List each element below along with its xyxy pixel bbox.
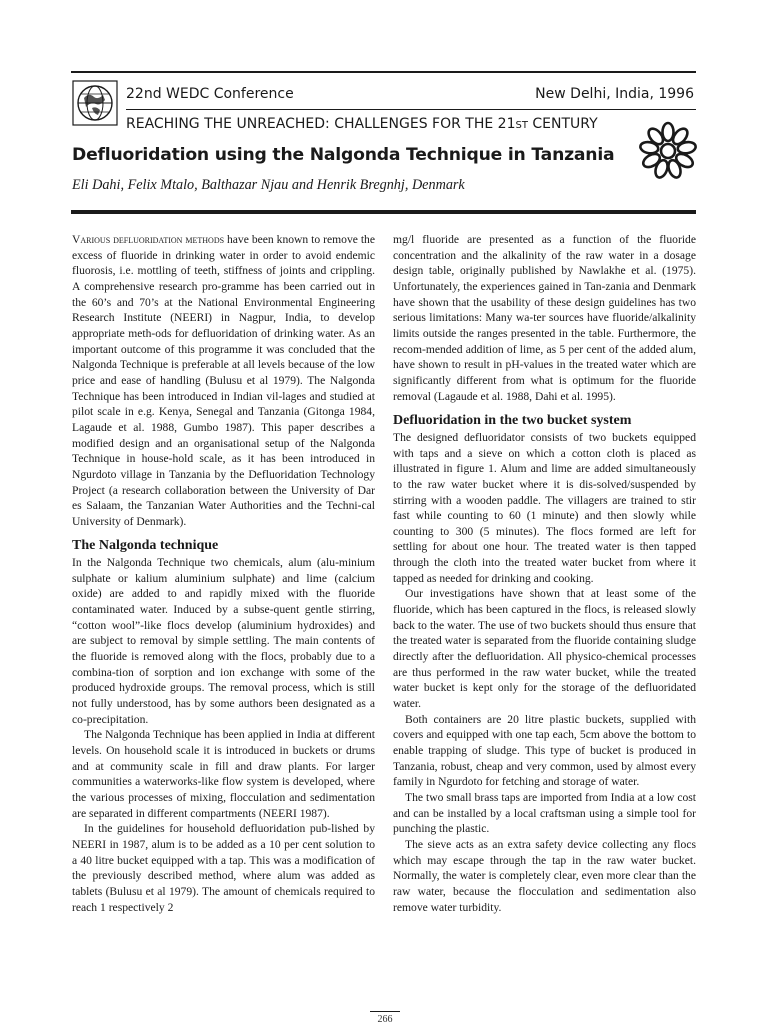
intro-lead-in: Various defluoridation methods xyxy=(72,233,225,246)
right-column xyxy=(393,232,696,915)
paragraph: The Nalgonda Technique has been applied in India at different levels. On household scale it is introduced in buckets or drums and at community scale in fill and draw plants. For larger communities a waterworks-like flow system is developed, where the various processes of mixing, flocculation and sedimentation are separated in different compartments (NEERI 1987). xyxy=(72,728,375,820)
conference-name: 22nd WEDC Conference xyxy=(126,86,294,102)
paper-title: Defluoridation using the Nalgonda Technique in Tanzania xyxy=(72,145,615,165)
top-rule xyxy=(71,71,696,73)
section-heading-two-bucket: Defluoridation in the two bucket system xyxy=(393,413,632,429)
theme-superscript: ST xyxy=(515,120,528,131)
title-bottom-rule xyxy=(71,210,696,214)
paragraph: The designed defluoridator consists of two buckets equipped with taps and a sieve on which a cotton cloth is placed as illustrated in figure 1. Alum and lime are added simultaneously to the raw water bucket where it is dis-solved/suspended by stirring with a wooden paddle. The villagers are trained to stir fast while counting to 60 (1 minute) and then slowly while counting to 300 (5 minutes). The flocs formed are left for settling for about one hour. The treated water is then tapped through the cloth into the treated water bucket from where it tapped as needed for drinking and cooking. xyxy=(393,430,696,585)
conference-theme xyxy=(126,116,598,132)
conference-theme-main: REACHING THE UNREACHED: CHALLENGES FOR THE 21 xyxy=(126,116,516,132)
flower-rosette-logo-icon xyxy=(636,119,700,183)
footer-rule xyxy=(370,1011,400,1012)
intro-paragraph xyxy=(72,232,375,529)
conference-location: New Delhi, India, 1996 xyxy=(535,86,694,102)
paragraph: mg/l fluoride are presented as a function of the fluoride concentration and the alkalinity of the raw water in a dosage design table, originally published by Nawlakhe et al. (1975). Unfortunately, the experiences gained in Tan-zania and Denmark have shown that the usability of these design guidelines has two serious limitations: Many wa-ter sources have fluoride/alkalinity limits outside the ranges presented in the table. Furthermore, the recom-mended addition of lime, as 5 per cent of the added alum, have shown to result in pH-values in the treated water which are significantly different from what is optimum for the fluoride removal (Lagaude et al. 1988, Dahi et al. 1995). xyxy=(393,233,696,403)
paragraph: In the guidelines for household defluoridation pub-lished by NEERI in 1987, alum is to be added as a 10 per cent solution to a 40 litre bucket equipped with a tap. This was a modification of the previously described method, where alum was added as tablets (Bulusu et al 1979). The amount of chemicals required to reach 1 respectively 2 xyxy=(72,822,375,914)
paper-authors: Eli Dahi, Felix Mtalo, Balthazar Njau and Henrik Bregnhj, Denmark xyxy=(72,177,465,193)
page-number: 266 xyxy=(377,1014,393,1025)
intro-text: have been known to remove the excess of fluoride in drinking water in order to avoid endemic fluorosis, i.e. mottling of teeth, stiffness of joints and crippling. A comprehensive research pro-gramme has been carried out in the 60’s and 70’s at the National Environmental Engineering Research Institute (NEERI) in Nagpur, India, to develop appropriate meth-ods for defluoridation of drinking water. As an important outcome of this programme it was concluded that the Nalgonda Technique is preferable at all levels because of the low price and ease of handling (Bulusu et al 1979). The Nalgonda Technique has been introduced in Indian vil-lages and studied at pilot scale in e.g. Kenya, Senegal and Tanzania (Gitonga 1984, Lagaude et al. 1988, Gumbo 1987). This paper describes a modified design and an organisational setup of the Nalgonda Technique in house-hold scale, as it has been introduced in Ngurdoto village in Tanzania by the Defluoridation Technology Project (a research collaboration between the University of Dar es Salaam, the Tanzanian Water Authorities and the Techni-cal University of Denmark). xyxy=(72,233,375,528)
header-divider xyxy=(126,109,696,110)
wedc-globe-logo-icon xyxy=(72,80,118,126)
conference-theme-end: CENTURY xyxy=(527,116,598,132)
paragraph: Both containers are 20 litre plastic buckets, supplied with covers and equipped with one tap each, 5cm above the bottom to enable trapping of sludge. This type of bucket is produced in Tanzania, robust, cheap and very common, used by almost every family in Ngurdoto for fetching and storage of water. xyxy=(393,712,696,789)
left-column xyxy=(72,232,375,915)
paragraph: Our investigations have shown that at least some of the fluoride, which has been captured in the flocs, is released slowly back to the water. The use of two buckets should thus ensure that the treated water is separated from the fluoride containing sludge directly after the defluoridation. All physico-chemical processes are thus performed in the raw water bucket, while the treated water bucket is kept only for the storage of the defluoridated water. xyxy=(393,587,696,711)
paragraph: In the Nalgonda Technique two chemicals, alum (alu-minium sulphate or kalium aluminium sulphate) and lime (calcium oxide) are added to and rapidly mixed with the fluoride contaminated water. Induced by a subse-quent gentle stirring, “cotton wool”-like flocs develop (aluminium hydroxides) and are subject to removal by simple settling. The main contents of the fluoride is removed along with the flocs, probably due to a combina-tion of sorption and ion exchange with some of the produced hydroxide groups. The removal process, which is still not fully understood, has by some authors been designated as a co-precipitation. xyxy=(72,556,375,726)
paragraph: The sieve acts as an extra safety device collecting any flocs which may escape through the tap in the raw water bucket. Normally, the water is completely clear, even more clear than the raw water, because the flocculation and sedimentation also remove water turbidity. xyxy=(393,837,696,914)
section-heading-nalgonda: The Nalgonda technique xyxy=(72,538,219,554)
paragraph: The two small brass taps are imported from India at a low cost and can be installed by a local craftsman using a simple tool for punching the plastic. xyxy=(393,790,696,836)
